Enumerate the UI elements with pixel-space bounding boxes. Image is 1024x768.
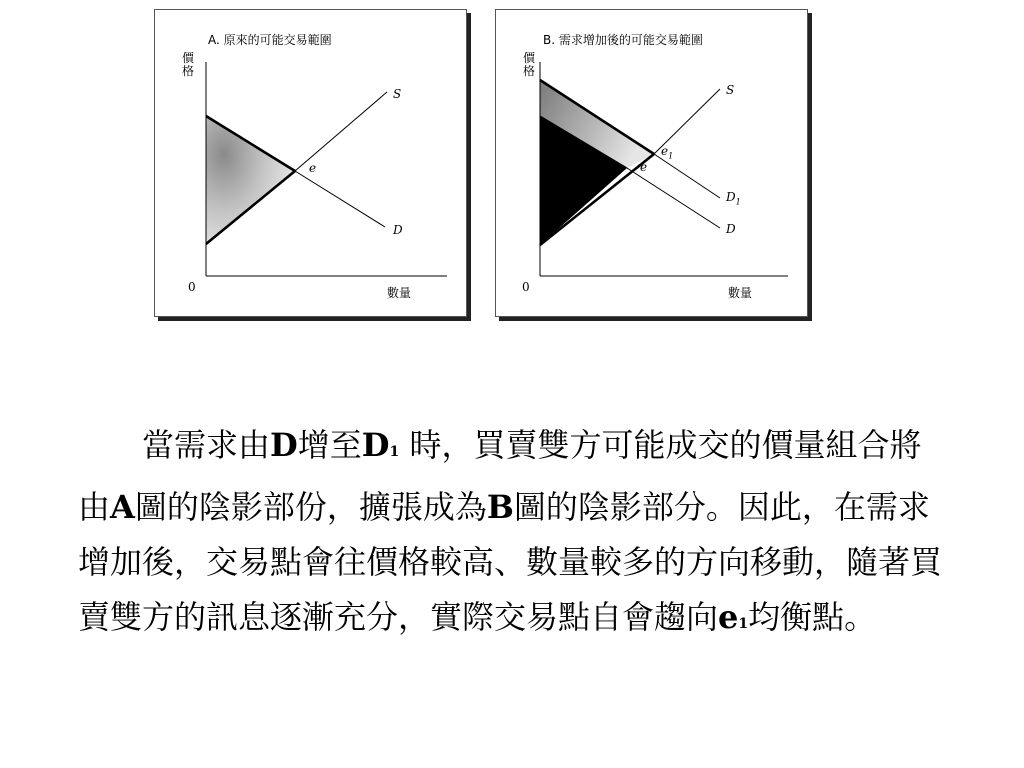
description-part-5: 圖的陰影部分。因此，在需求增加後，交易點會往價格較高、數量較多的方向移動，隨著買賣雙方的訊息逐漸充分，實際交易點自會趨向 [78, 488, 943, 636]
origin-label-b: 0 [522, 280, 530, 294]
trade-region-shade-a [206, 116, 295, 244]
supply-line-a [295, 92, 387, 171]
description-part-2: 增至 [297, 426, 362, 464]
description-paragraph [78, 418, 948, 652]
demand-line-b [627, 168, 720, 228]
panel-a-title: A. 原來的可能交易範圍 [208, 33, 332, 47]
new-equilibrium-label-b: $e_1$ [661, 144, 674, 161]
description-part-4: 圖的陰影部份，擴張成為 [134, 488, 487, 526]
description-bold-b: B [486, 488, 514, 526]
panel-b-title: B. 需求增加後的可能交易範圍 [543, 33, 703, 47]
figure-panel-b [495, 9, 808, 317]
description-bold-a: A [110, 488, 135, 526]
origin-label-a: 0 [188, 280, 196, 294]
description-sub-2: 1 [738, 616, 749, 632]
description-bold-d1: D [361, 426, 390, 464]
demand-line-a [295, 171, 385, 227]
equilibrium-label-b: e [640, 160, 648, 174]
y-axis-label-a: 價格 [181, 51, 194, 78]
description-part-6: 均衡點。 [748, 598, 877, 636]
description-part-3: 時，買賣雙方可能成交的價量組合將由 [78, 426, 922, 526]
demand-label-b: D [726, 222, 736, 236]
supply-label-a: S [393, 87, 402, 101]
x-axis-label-b: 數量 [728, 286, 753, 300]
supply-label-b: S [726, 83, 735, 97]
figure-panel-a [154, 9, 467, 317]
y-axis-label-b: 價格 [522, 51, 535, 78]
description-bold-d: D [270, 426, 298, 464]
equilibrium-label-a: e [309, 161, 317, 175]
description-bold-e1: e [718, 598, 739, 636]
description-part-1: 當需求由 [142, 426, 271, 464]
description-sub-1: 1 [389, 444, 400, 460]
demand-label-a: D [393, 223, 403, 237]
new-demand-label-b: $D_1$ [726, 190, 741, 207]
x-axis-label-a: 數量 [387, 286, 412, 300]
graph-b [496, 10, 807, 316]
